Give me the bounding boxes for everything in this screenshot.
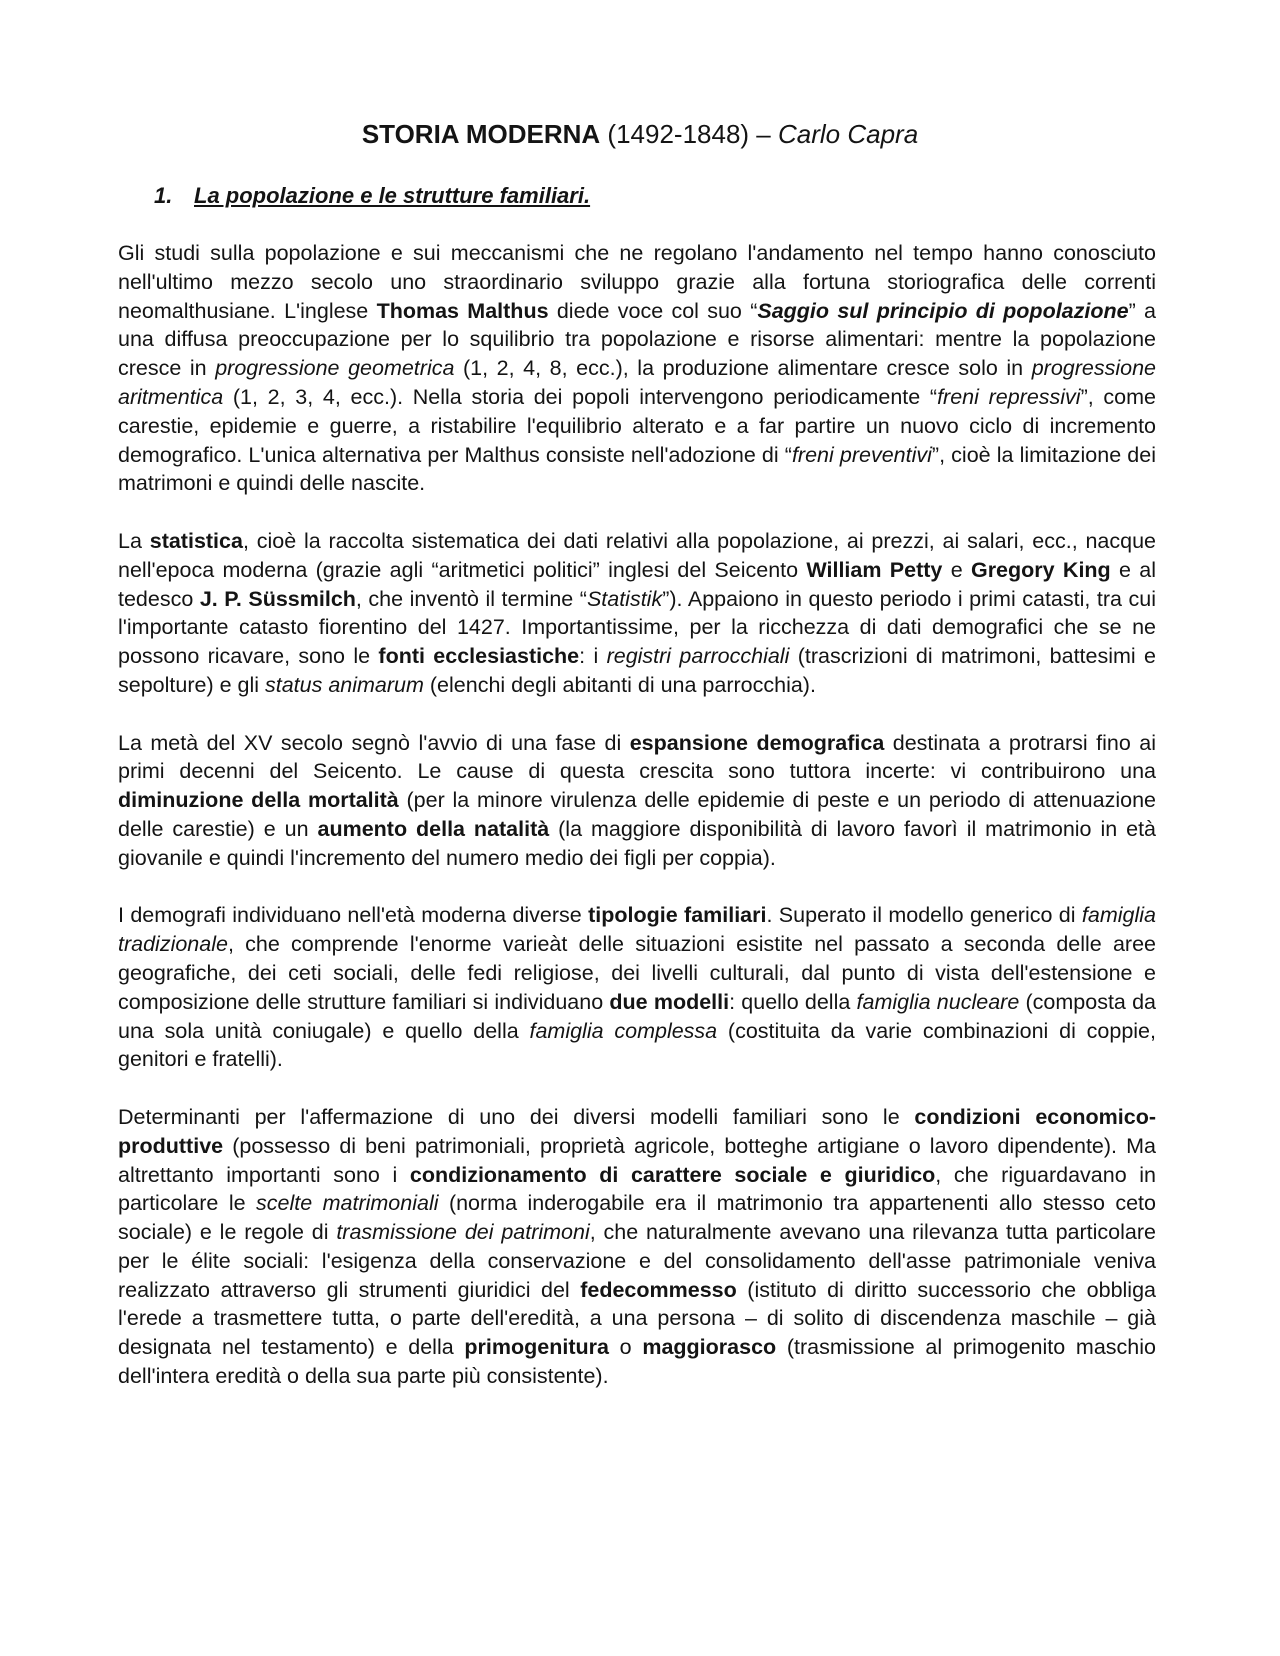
paragraph-1: [118, 239, 1156, 498]
emphasis-run: freni preventivi: [791, 442, 932, 467]
paragraph-2: [118, 527, 1156, 700]
text-run: destinata a protrarsi fino ai primi decenni del Seicento. Le cause di questa crescita sono tuttora incerte: vi contribuirono una: [118, 730, 1156, 784]
emphasis-run: freni repressivi: [937, 384, 1081, 409]
emphasis-run: primogenitura: [464, 1335, 609, 1360]
emphasis-run: famiglia tradizionale: [118, 903, 1156, 957]
title-dash: –: [756, 119, 771, 149]
text-run: I demografi individuano nell'età moderna diverse: [118, 903, 589, 928]
emphasis-run: Thomas Malthus: [376, 298, 549, 323]
emphasis-run: fedecommesso: [580, 1277, 737, 1302]
text-run: La: [118, 528, 150, 553]
text-run: , che inventò il termine “: [355, 586, 587, 611]
emphasis-run: status animarum: [265, 672, 424, 697]
section-heading-text: La popolazione e le strutture familiari.: [194, 183, 591, 208]
text-run: e al tedesco: [118, 557, 1157, 611]
section-heading: [154, 182, 590, 210]
text-run: Gli studi sulla popolazione e sui meccanismi che ne regolano l'andamento nel tempo hanno conosciuto nell'ultimo mezzo secolo uno straordinario sviluppo grazie alla fortuna storiografica delle correnti neomalthusiane. L'inglese: [118, 241, 1156, 323]
emphasis-run: J. P. Süssmilch: [199, 586, 356, 611]
emphasis-run: Saggio sul principio di popolazione: [757, 298, 1129, 323]
emphasis-run: aumento della natalità: [317, 816, 550, 841]
text-run: (per la minore virulenza delle epidemie di peste e un periodo di attenuazione delle carestie) e un: [118, 788, 1156, 841]
emphasis-run: condizioni economico-produttive: [118, 1104, 1157, 1158]
emphasis-run: trasmissione dei patrimoni: [336, 1220, 590, 1245]
emphasis-run: due modelli: [609, 989, 730, 1014]
emphasis-run: maggiorasco: [642, 1335, 777, 1360]
text-run: (trascrizioni di matrimoni, battesimi e sepolture) e gli: [118, 644, 1156, 697]
emphasis-run: progressione aritmentica: [118, 356, 1156, 409]
emphasis-run: tipologie familiari: [588, 903, 767, 928]
text-run: diede voce col suo “: [548, 298, 758, 323]
paragraph-5: [118, 1103, 1156, 1391]
emphasis-run: fonti ecclesiastiche: [378, 644, 580, 669]
text-run: La metà del XV secolo segnò l'avvio di una fase di: [118, 730, 630, 755]
text-run: (trasmissione al primogenito maschio dell'intera eredità o della sua parte più consistente).: [118, 1335, 1156, 1389]
emphasis-run: famiglia complessa: [529, 1018, 718, 1043]
text-run: . Superato il modello generico di: [766, 903, 1082, 928]
emphasis-run: Statistik: [586, 586, 663, 611]
text-run: (costituita da varie combinazioni di coppie, genitori e fratelli).: [118, 1018, 1156, 1072]
paragraph-4: [118, 901, 1156, 1074]
text-run: ”, cioè la limitazione dei matrimoni e quindi delle nascite.: [118, 442, 1156, 496]
text-run: (possesso di beni patrimoniali, proprietà agricole, botteghe artigiane o lavoro dipendente). Ma altrettanto importanti sono i: [118, 1133, 1156, 1187]
text-run: (la maggiore disponibilità di lavoro favorì il matrimonio in età giovanile e quindi l'incremento del numero medio dei figli per coppia).: [118, 816, 1157, 870]
title-author: Carlo Capra: [778, 119, 919, 149]
text-run: ” a una diffusa preoccupazione per lo squilibrio tra popolazione e risorse alimentari: mentre la popolazione cresce in: [118, 298, 1156, 381]
text-run: , che naturalmente avevano una rilevanza tutta particolare per le élite sociali: l'esigenza della conservazione e del consolidamento dell'asse patrimoniale veniva realizzato attraverso gli strumenti giuridici del: [118, 1220, 1156, 1302]
text-run: ”, come carestie, epidemie e guerre, a ristabilire l'equilibrio alterato e a far partire un nuovo ciclo di incremento demografico. L'unica alternativa per Malthus consiste nell'adozione di “: [118, 384, 1156, 467]
text-run: (elenchi degli abitanti di una parrocchia).: [423, 672, 816, 697]
text-run: o: [608, 1335, 643, 1360]
emphasis-run: progressione geometrica: [215, 356, 455, 381]
text-run: (norma inderogabile era il matrimonio tra appartenenti allo stesso ceto sociale) e le regole di: [118, 1191, 1156, 1245]
text-run: (1, 2, 4, 8, ecc.), la produzione alimentare cresce solo in: [454, 356, 1032, 381]
emphasis-run: statistica: [149, 528, 243, 553]
body-text: [118, 239, 1156, 1391]
emphasis-run: espansione demografica: [629, 730, 885, 755]
paragraph-3: [118, 729, 1156, 873]
title-main: STORIA MODERNA: [361, 119, 601, 149]
emphasis-run: condizionamento di carattere sociale e giuridico: [409, 1162, 936, 1187]
title-years: (1492-1848): [607, 119, 750, 149]
emphasis-run: registri parrocchiali: [606, 644, 790, 669]
text-run: Determinanti per l'affermazione di uno dei diversi modelli familiari sono le: [118, 1104, 915, 1129]
text-run: ”). Appaiono in questo periodo i primi catasti, tra cui l'importante catasto fiorentino del 1427. Importantissime, per la ricchezza di dati demografici che se ne possono ricavare, sono le: [118, 586, 1156, 669]
document-title: [0, 118, 1280, 150]
text-run: : i: [579, 644, 607, 669]
emphasis-run: famiglia nucleare: [856, 989, 1020, 1014]
section-number: 1.: [154, 183, 173, 208]
emphasis-run: Gregory King: [970, 557, 1111, 582]
emphasis-run: scelte matrimoniali: [256, 1191, 439, 1216]
emphasis-run: William Petty: [806, 557, 943, 582]
text-run: , che riguardavano in particolare le: [118, 1162, 1157, 1216]
text-run: , cioè la raccolta sistematica dei dati relativi alla popolazione, ai prezzi, ai salari, ecc., nacque nell'epoca moderna (grazie agli “aritmetici politici” inglesi del Seicento: [118, 528, 1157, 582]
text-run: (istituto di diritto successorio che obbliga l'erede a trasmettere tutta, o parte dell'eredità, a una persona – di solito di discendenza maschile – già designata nel testamento) e della: [118, 1277, 1156, 1360]
text-run: : quello della: [729, 989, 857, 1014]
emphasis-run: diminuzione della mortalità: [118, 788, 399, 813]
text-run: , che comprende l'enorme varieàt delle situazioni esistite nel passato a seconda delle aree geografiche, dei ceti sociali, delle fedi religiose, dei livelli culturali, dal punto di vista dell'estensione e composizione delle strutture familiari si individuano: [118, 932, 1156, 1014]
text-run: e: [942, 557, 971, 582]
text-run: (1, 2, 3, 4, ecc.). Nella storia dei popoli intervengono periodicamente “: [223, 384, 938, 409]
text-run: (composta da una sola unità coniugale) e quello della: [118, 989, 1157, 1043]
